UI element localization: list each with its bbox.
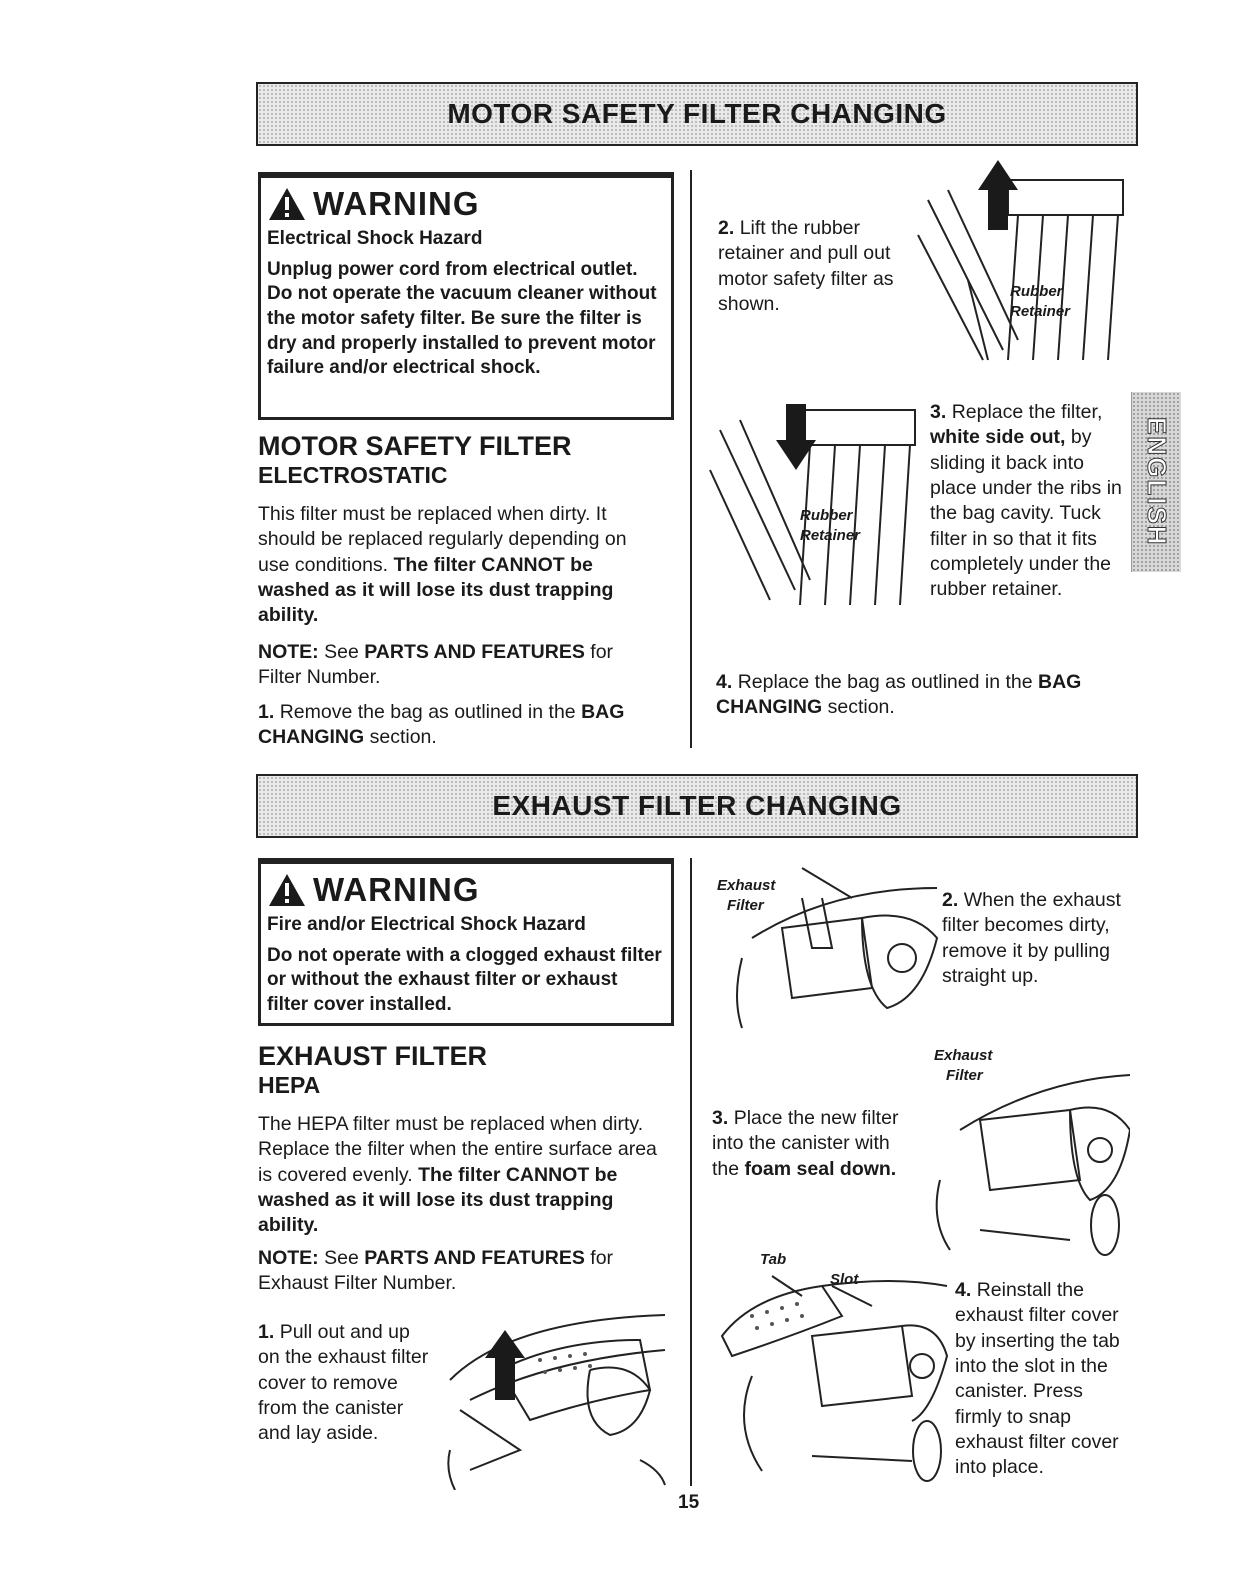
label-tab: Tab (760, 1251, 787, 1268)
motor-filter-step-1: 1. Remove the bag as outlined in the BAG CHANGING section. (258, 701, 625, 749)
exhaust-cover-reinstall-illustration (712, 1246, 952, 1486)
label-filter: Filter (727, 897, 764, 914)
exhaust-filter-intro: The HEPA filter must be replaced when dirty. Replace the filter when the entire surface area is covered evenly. The filter CANNOT be washed as it will lose its dust trapping ability. (258, 1113, 657, 1237)
label-slot: Slot (830, 1271, 859, 1288)
section-banner-exhaust-filter (256, 774, 1138, 838)
label-rubber: Rubber (1010, 283, 1063, 300)
warning-header (267, 871, 663, 909)
warning-title: WARNING (313, 185, 480, 222)
warning-subtitle: Fire and/or Electrical Shock Hazard (267, 914, 586, 935)
warning-box (258, 172, 674, 420)
language-side-tab (1131, 392, 1181, 572)
warning-header (267, 185, 663, 223)
label-rubber: Rubber (800, 507, 853, 524)
label-retainer: Retainer (1010, 303, 1071, 320)
exhaust-filter-removal-illustration (712, 858, 942, 1038)
motor-filter-removal-illustration (908, 160, 1138, 370)
motor-filter-subheading: ELECTROSTATIC (258, 462, 448, 488)
page-number: 15 (678, 1492, 700, 1513)
exhaust-filter-heading: EXHAUST FILTER (258, 1041, 487, 1071)
warning-subtitle: Electrical Shock Hazard (267, 228, 483, 249)
label-retainer: Retainer (800, 527, 861, 544)
warning-triangle-icon (267, 186, 307, 222)
motor-filter-intro: This filter must be replaced when dirty. It should be replaced regularly depending on use conditions. The filter CANNOT be washed as it will lose its dust trapping ability. (258, 503, 627, 627)
warning-box (258, 858, 674, 1026)
motor-filter-step-4: 4. Replace the bag as outlined in the BAG CHANGING section. (716, 671, 1082, 719)
column-divider (690, 170, 692, 748)
motor-filter-step-2: 2. Lift the rubber retainer and pull out motor safety filter as shown. (718, 217, 894, 316)
warning-triangle-icon (267, 872, 307, 908)
label-filter: Filter (946, 1067, 983, 1084)
exhaust-filter-step-4: 4. Reinstall the exhaust filter cover by inserting the tab into the slot in the canister. Press firmly to snap exhaust filter cover into place. (955, 1279, 1120, 1479)
exhaust-cover-removal-illustration (440, 1310, 670, 1490)
exhaust-filter-insert-illustration (920, 1040, 1130, 1260)
section-banner-motor-filter (256, 82, 1138, 146)
warning-title: WARNING (313, 871, 480, 908)
warning-body: Unplug power cord from electrical outlet. Do not operate the vacuum cleaner without the motor safety filter. Be sure the filter is dry and properly installed to prevent motor failure and/or electrical shock. (267, 258, 657, 379)
exhaust-filter-step-2: 2. When the exhaust filter becomes dirty, remove it by pulling straight up. (942, 889, 1121, 988)
exhaust-filter-step-1: 1. Pull out and up on the exhaust filter cover to remove from the canister and lay aside. (258, 1321, 429, 1445)
language-side-tab-label: ENGLISH (1142, 417, 1172, 547)
motor-filter-heading: MOTOR SAFETY FILTER (258, 431, 572, 461)
banner-title: MOTOR SAFETY FILTER CHANGING (447, 98, 947, 129)
exhaust-filter-note: NOTE: See PARTS AND FEATURES for Exhaust Filter Number. (258, 1247, 614, 1295)
banner-title: EXHAUST FILTER CHANGING (492, 790, 902, 821)
motor-filter-step-3: 3. Replace the filter, white side out, by sliding it back into place under the ribs in the bag cavity. Tuck filter in so that it fits completely under the rubber retainer. (930, 401, 1122, 601)
label-exhaust: Exhaust (934, 1047, 993, 1064)
column-divider (690, 858, 692, 1486)
warning-body: Do not operate with a clogged exhaust filter or without the exhaust filter or exhaust filter cover installed. (267, 944, 662, 1016)
exhaust-filter-subheading: HEPA (258, 1072, 321, 1098)
motor-filter-note: NOTE: See PARTS AND FEATURES for Filter Number. (258, 641, 614, 689)
exhaust-filter-step-3: 3. Place the new filter into the canister with the foam seal down. (712, 1107, 899, 1180)
label-exhaust: Exhaust (717, 877, 776, 894)
